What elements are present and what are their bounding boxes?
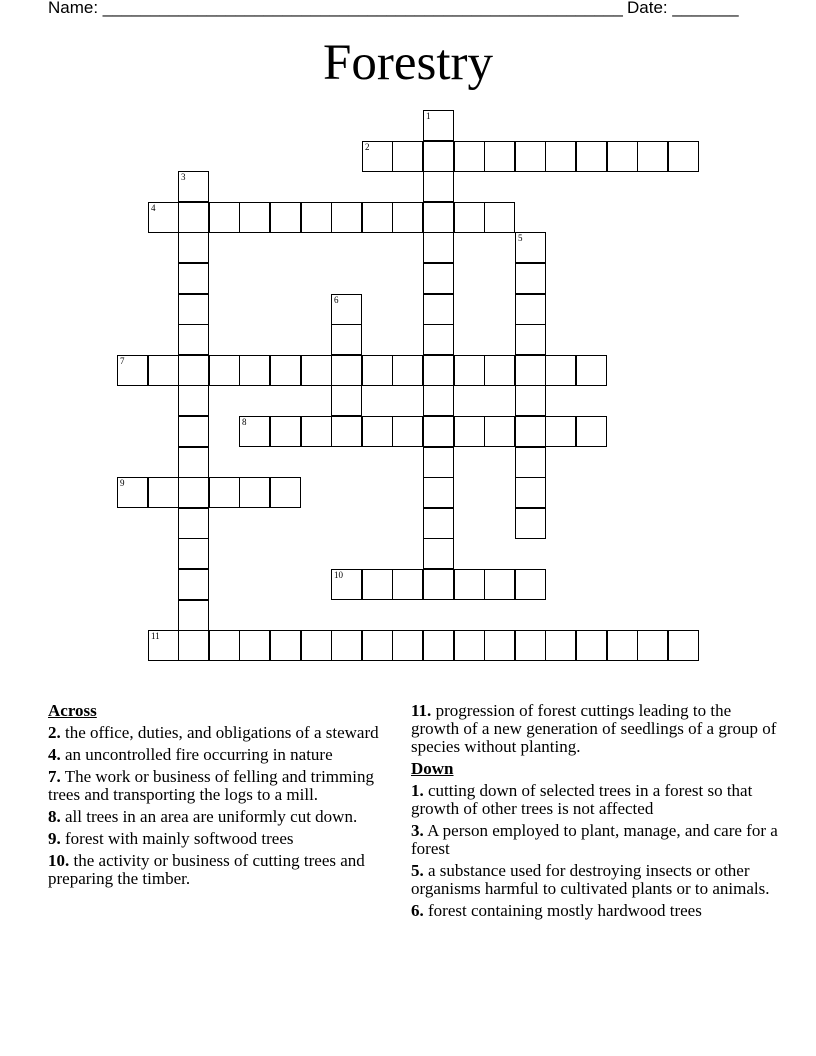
clue-text: A person employed to plant, manage, and care for a forest: [411, 821, 778, 858]
grid-cell[interactable]: [576, 630, 607, 661]
clue-text: the activity or business of cutting trees and preparing the timber.: [48, 851, 365, 888]
grid-cell[interactable]: [148, 355, 179, 386]
grid-cell[interactable]: [545, 355, 576, 386]
grid-cell[interactable]: [515, 324, 546, 355]
grid-cell[interactable]: [484, 355, 515, 386]
cell-number: 2: [365, 142, 370, 152]
grid-cell[interactable]: [301, 202, 332, 233]
grid-cell[interactable]: [362, 569, 393, 600]
across-clue-4: [48, 746, 393, 764]
grid-cell[interactable]: [637, 630, 668, 661]
clue-number: 4.: [48, 745, 61, 764]
grid-cell[interactable]: [423, 202, 454, 233]
grid-cell[interactable]: [423, 385, 454, 416]
grid-cell[interactable]: [423, 538, 454, 569]
grid-cell[interactable]: [362, 202, 393, 233]
clue-text: a substance used for destroying insects or other organisms harmful to cultivated plants or to animals.: [411, 861, 770, 898]
grid-cell[interactable]: [515, 447, 546, 478]
grid-cell[interactable]: [239, 202, 270, 233]
grid-cell[interactable]: [178, 263, 209, 294]
cell-number: 11: [151, 631, 160, 641]
clue-number: 10.: [48, 851, 70, 870]
cell-number: 4: [151, 203, 156, 213]
grid-cell[interactable]: [423, 232, 454, 263]
cell-number: 6: [334, 295, 339, 305]
grid-cell[interactable]: [454, 141, 485, 172]
grid-cell[interactable]: [484, 202, 515, 233]
grid-cell[interactable]: [423, 355, 454, 386]
grid-cell[interactable]: [178, 232, 209, 263]
clue-number: 3.: [411, 821, 424, 840]
grid-cell[interactable]: [576, 141, 607, 172]
grid-cell[interactable]: [484, 630, 515, 661]
grid-cell[interactable]: [423, 630, 454, 661]
clue-number: 9.: [48, 829, 61, 848]
grid-cell[interactable]: [178, 355, 209, 386]
clue-number: 7.: [48, 767, 61, 786]
grid-cell[interactable]: [331, 202, 362, 233]
grid-cell[interactable]: [301, 355, 332, 386]
grid-cell[interactable]: [423, 171, 454, 202]
clue-number: 1.: [411, 781, 424, 800]
grid-cell[interactable]: [423, 447, 454, 478]
down-clue-1: [411, 782, 781, 818]
clue-number: 8.: [48, 807, 61, 826]
grid-cell[interactable]: [331, 355, 362, 386]
grid-cell[interactable]: [515, 477, 546, 508]
grid-cell[interactable]: [515, 141, 546, 172]
grid-cell[interactable]: [209, 630, 240, 661]
grid-cell[interactable]: [178, 569, 209, 600]
across-clue-7: [48, 768, 393, 804]
grid-cell[interactable]: [148, 630, 179, 661]
grid-cell[interactable]: [331, 324, 362, 355]
grid-cell[interactable]: [545, 416, 576, 447]
grid-cell[interactable]: [331, 416, 362, 447]
grid-cell[interactable]: [178, 600, 209, 631]
grid-cell[interactable]: [423, 416, 454, 447]
cell-number: 1: [426, 111, 431, 121]
grid-cell[interactable]: [362, 141, 393, 172]
grid-cell[interactable]: [515, 263, 546, 294]
grid-cell[interactable]: [607, 630, 638, 661]
grid-cell[interactable]: [423, 110, 454, 141]
grid-cell[interactable]: [423, 263, 454, 294]
grid-cell[interactable]: [178, 508, 209, 539]
grid-cell[interactable]: [484, 569, 515, 600]
clue-number: 5.: [411, 861, 424, 880]
down-clue-3: [411, 822, 781, 858]
grid-cell[interactable]: [178, 202, 209, 233]
grid-cell[interactable]: [607, 141, 638, 172]
grid-cell[interactable]: [515, 232, 546, 263]
grid-cell[interactable]: [362, 630, 393, 661]
across-heading: Across: [48, 701, 97, 720]
grid-cell[interactable]: [423, 294, 454, 325]
grid-cell[interactable]: [515, 569, 546, 600]
grid-cell[interactable]: [515, 355, 546, 386]
grid-cell[interactable]: [423, 141, 454, 172]
grid-cell[interactable]: [545, 141, 576, 172]
grid-cell[interactable]: [392, 630, 423, 661]
down-heading: Down: [411, 759, 454, 778]
grid-cell[interactable]: [484, 416, 515, 447]
grid-cell[interactable]: [515, 508, 546, 539]
grid-cell[interactable]: [331, 294, 362, 325]
grid-cell[interactable]: [515, 294, 546, 325]
grid-cell[interactable]: [423, 508, 454, 539]
cell-number: 5: [518, 233, 523, 243]
puzzle-title: Forestry: [323, 35, 493, 91]
grid-cell[interactable]: [392, 569, 423, 600]
clue-text: an uncontrolled fire occurring in nature: [65, 745, 333, 764]
cell-number: 3: [181, 172, 186, 182]
grid-cell[interactable]: [239, 416, 270, 447]
clue-text: all trees in an area are uniformly cut down.: [65, 807, 358, 826]
grid-cell[interactable]: [209, 355, 240, 386]
grid-cell[interactable]: [239, 477, 270, 508]
grid-cell[interactable]: [178, 630, 209, 661]
grid-cell[interactable]: [209, 202, 240, 233]
grid-cell[interactable]: [454, 569, 485, 600]
grid-cell[interactable]: [392, 202, 423, 233]
grid-cell[interactable]: [423, 569, 454, 600]
grid-cell[interactable]: [178, 171, 209, 202]
clue-text: The work or business of felling and trimming trees and transporting the logs to a mill.: [48, 767, 374, 804]
clue-text: forest with mainly softwood trees: [65, 829, 294, 848]
grid-cell[interactable]: [668, 630, 699, 661]
grid-cell[interactable]: [270, 355, 301, 386]
grid-cell[interactable]: [331, 385, 362, 416]
cell-number: 8: [242, 417, 247, 427]
cell-number: 9: [120, 478, 125, 488]
grid-cell[interactable]: [148, 202, 179, 233]
across-clue-11: [411, 702, 781, 756]
date-field[interactable]: Date: _______: [627, 0, 739, 17]
grid-cell[interactable]: [454, 355, 485, 386]
clues-right-column: [411, 702, 781, 924]
grid-cell[interactable]: [270, 202, 301, 233]
grid-cell[interactable]: [239, 355, 270, 386]
grid-cell[interactable]: [270, 416, 301, 447]
grid-cell[interactable]: [178, 324, 209, 355]
grid-cell[interactable]: [515, 630, 546, 661]
grid-cell[interactable]: [637, 141, 668, 172]
grid-cell[interactable]: [454, 416, 485, 447]
grid-cell[interactable]: [239, 630, 270, 661]
clue-text: progression of forest cuttings leading to the growth of a new generation of seedlings of a group of species without planting.: [411, 701, 777, 756]
grid-cell[interactable]: [423, 477, 454, 508]
grid-cell[interactable]: [392, 355, 423, 386]
grid-cell[interactable]: [209, 477, 240, 508]
grid-cell[interactable]: [178, 416, 209, 447]
grid-cell[interactable]: [301, 630, 332, 661]
grid-cell[interactable]: [178, 447, 209, 478]
grid-cell[interactable]: [178, 538, 209, 569]
grid-cell[interactable]: [301, 416, 332, 447]
grid-cell[interactable]: [423, 324, 454, 355]
grid-cell[interactable]: [515, 385, 546, 416]
grid-cell[interactable]: [270, 477, 301, 508]
grid-cell[interactable]: [178, 477, 209, 508]
grid-cell[interactable]: [668, 141, 699, 172]
name-field[interactable]: Name: _______________________________________________________: [48, 0, 623, 17]
clue-number: 2.: [48, 723, 61, 742]
grid-cell[interactable]: [178, 294, 209, 325]
cell-number: 10: [334, 570, 343, 580]
grid-cell[interactable]: [117, 355, 148, 386]
across-clue-2: [48, 724, 393, 742]
grid-cell[interactable]: [362, 355, 393, 386]
grid-cell[interactable]: [545, 630, 576, 661]
grid-cell[interactable]: [148, 477, 179, 508]
down-clue-6: [411, 902, 781, 920]
grid-cell[interactable]: [484, 141, 515, 172]
grid-cell[interactable]: [576, 355, 607, 386]
clue-number: 11.: [411, 701, 432, 720]
clue-number: 6.: [411, 901, 424, 920]
grid-cell[interactable]: [331, 630, 362, 661]
across-clue-9: [48, 830, 393, 848]
grid-cell[interactable]: [454, 202, 485, 233]
grid-cell[interactable]: [454, 630, 485, 661]
grid-cell[interactable]: [270, 630, 301, 661]
grid-cell[interactable]: [117, 477, 148, 508]
across-clue-10: [48, 852, 393, 888]
grid-cell[interactable]: [392, 416, 423, 447]
down-clue-5: [411, 862, 781, 898]
grid-cell[interactable]: [178, 385, 209, 416]
clue-text: forest containing mostly hardwood trees: [428, 901, 702, 920]
across-clue-8: [48, 808, 393, 826]
clues-left-column: [48, 702, 393, 892]
clue-text: cutting down of selected trees in a forest so that growth of other trees is not affected: [411, 781, 753, 818]
grid-cell[interactable]: [515, 416, 546, 447]
grid-cell[interactable]: [331, 569, 362, 600]
grid-cell[interactable]: [362, 416, 393, 447]
cell-number: 7: [120, 356, 125, 366]
clue-text: the office, duties, and obligations of a steward: [65, 723, 379, 742]
grid-cell[interactable]: [392, 141, 423, 172]
grid-cell[interactable]: [576, 416, 607, 447]
